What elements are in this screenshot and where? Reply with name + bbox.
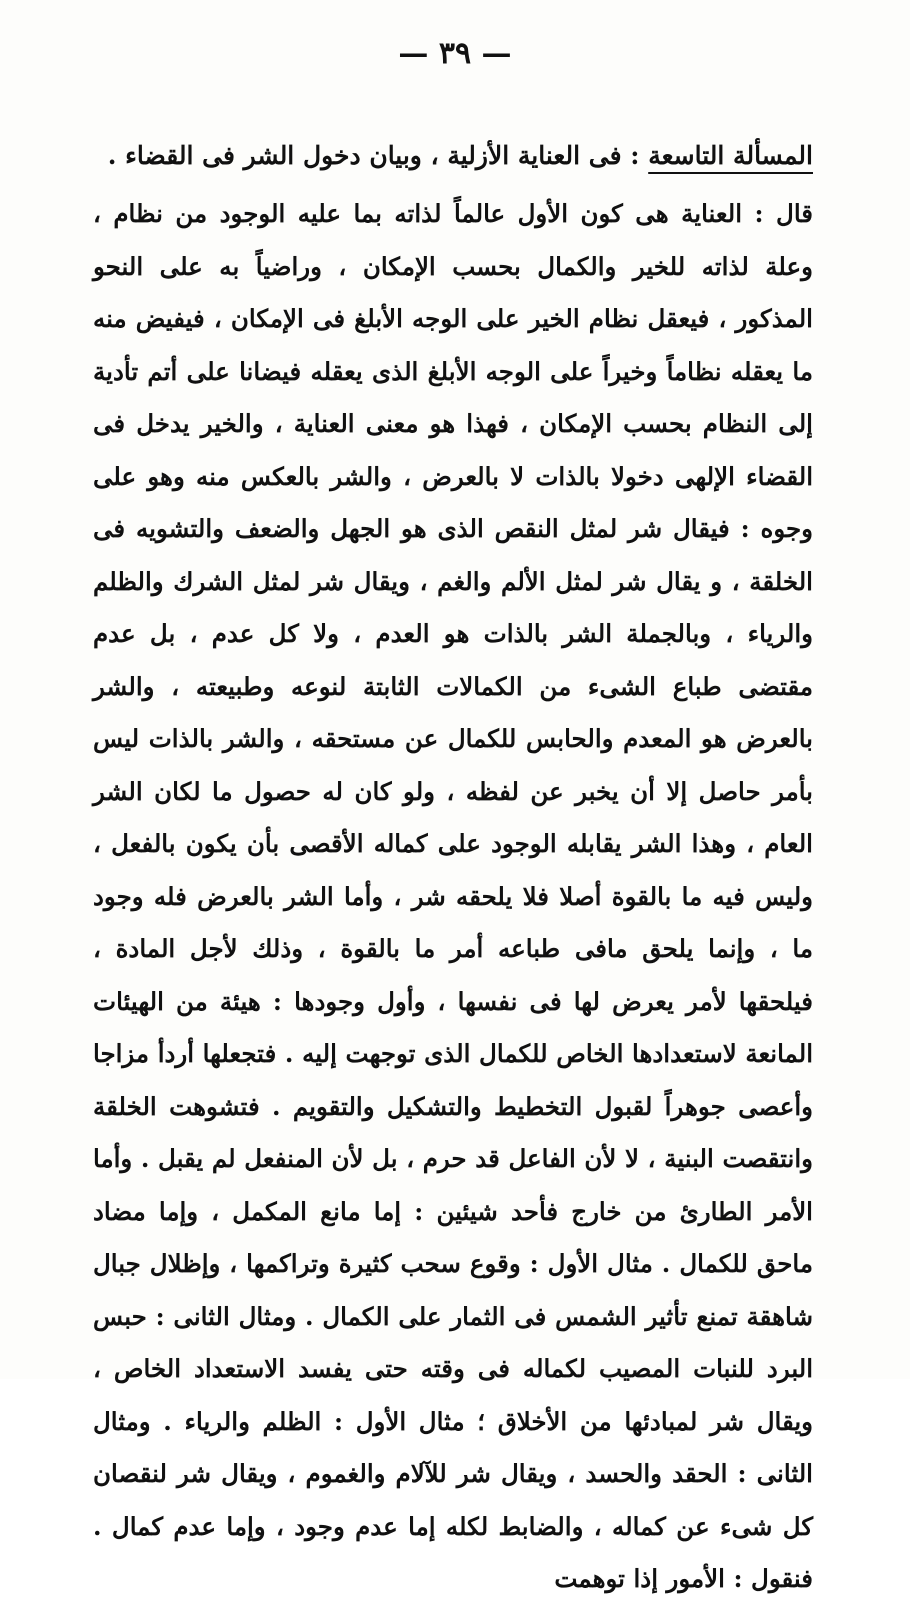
section-title: المسألة التاسعة	[648, 141, 813, 170]
page-number: — ٣٩ —	[398, 36, 512, 71]
paragraph-lead: قال :	[754, 199, 813, 228]
section-heading	[93, 136, 813, 176]
paragraph-text: العناية هى كون الأول عالماً لذاته بما عليه الوجود من نظام ، وعلة لذاته للخير والكمال بحسب الإمكان ، وراضياً به على النحو المذكور ، فيعقل نظام الخير على الوجه الأبلغ فى الإمكان ، فيفيض منه ما يعقله نظاماً وخيراً على الوجه الأبلغ الذى يعقله فيضانا على أتم تأدية إلى النظام بحسب الإمكان ، فهذا هو معنى العناية ، والخير يدخل فى القضاء الإلهى دخولا بالذات لا بالعرض ، والشر بالعكس منه وهو على وجوه : فيقال شر لمثل النقص الذى هو الجهل والضعف والتشويه فى الخلقة ، و يقال شر لمثل الألم والغم ، ويقال شر لمثل الشرك والظلم والرياء ، وبالجملة الشر بالذات هو العدم ، ولا كل عدم ، بل عدم مقتضى طباع الشىء من الكمالات الثابتة لنوعه وطبيعته ، والشر بالعرض هو المعدم والحابس للكمال عن مستحقه ، والشر بالذات ليس بأمر حاصل إلا أن يخبر عن لفظه ، ولو كان له حصول ما لكان الشر العام ، وهذا الشر يقابله الوجود على كماله الأقصى بأن يكون بالفعل ، وليس فيه ما بالقوة أصلا فلا يلحقه شر ، وأما الشر بالعرض فله وجود ما ، وإنما يلحق مافى طباعه أمر ما بالقوة ، وذلك لأجل المادة ، فيلحقها لأمر يعرض لها فى نفسها ، وأول وجودها : هيئة من الهيئات المانعة لاستعدادها الخاص للكمال الذى توجهت إليه . فتجعلها أردأ مزاجا وأعصى جوهراً لقبول التخطيط والتشكيل والتقويم . فتشوهت الخلقة وانتقصت البنية ، لا لأن الفاعل قد حرم ، بل لأن المنفعل لم يقبل . وأما الأمر الطارئ من خارج فأحد شيئين : إما مانع المكمل ، وإما مضاد ماحق للكمال . مثال الأول : وقوع سحب كثيرة وتراكمها ، وإظلال جبال شاهقة تمنع تأثير الشمس فى الثمار على الكمال . ومثال الثانى : حبس البرد للنبات المصيب لكماله فى وقته حتى يفسد الاستعداد الخاص ، ويقال شر لمبادئها من الأخلاق ؛ مثال الأول : الظلم والرياء . ومثال الثانى : الحقد والحسد ، ويقال شر للآلام والغموم ، ويقال شر لنقصان كل شىء عن كماله ، والضابط لكله إما عدم وجود ، وإما عدم كمال . فنقول : الأمور إذا توهمت	[93, 199, 814, 1593]
section-subtitle: : فى العناية الأزلية ، وبيان دخول الشر فى القضاء .	[107, 141, 640, 170]
body-paragraph	[93, 188, 813, 1606]
